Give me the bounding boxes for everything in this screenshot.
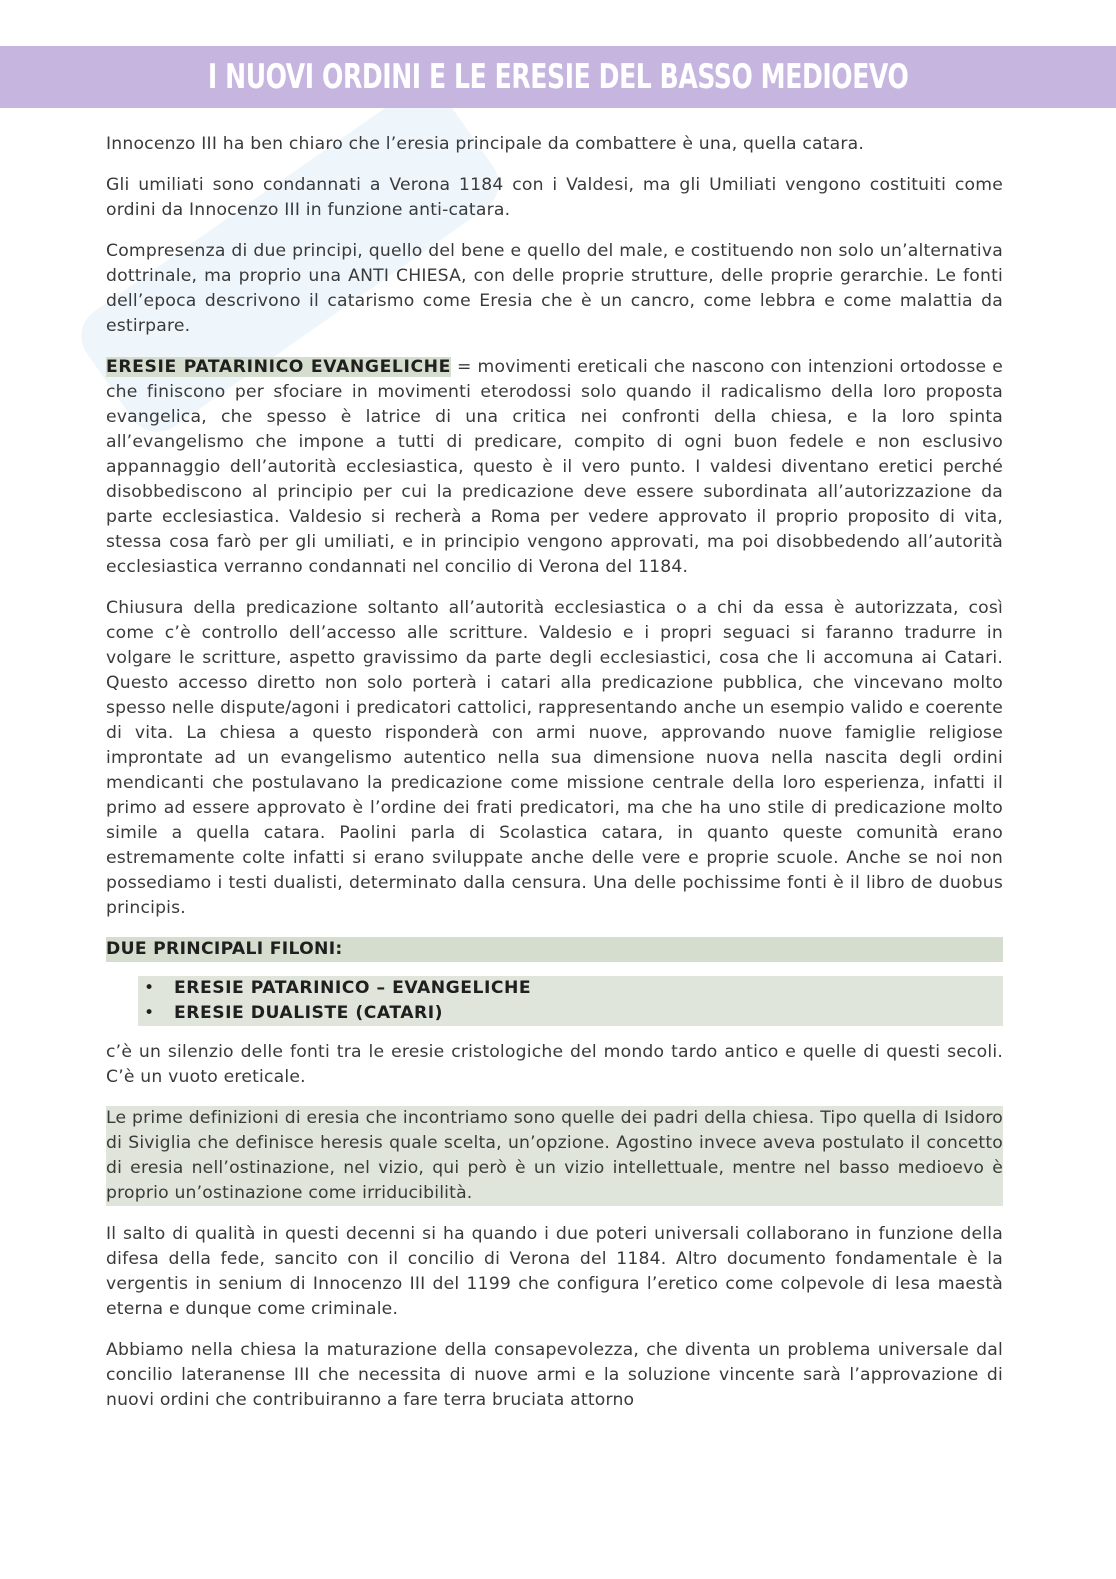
bullet-list <box>138 976 1003 1026</box>
page-title: I NUOVI ORDINI E LE ERESIE DEL BASSO MEDIOEVO <box>207 57 909 97</box>
document-body <box>106 132 1003 1429</box>
term-definition: = movimenti ereticali che nascono con intenzioni ortodosse e che finiscono per sfociare in movimenti eterodossi solo quando il radicalismo della loro proposta evangelica, che spesso è latrice di una critica nei confronti della chiesa, e la loro spinta all’evangelismo che impone a tutti di predicare, compito di ogni buon fedele e non esclusivo appannaggio dell’autorità ecclesiastica, questo è il vero punto. I valdesi diventano eretici perché disobbediscono al principio per cui la predicazione deve essere subordinata all’autorizzazione da parte ecclesiastica. Valdesio si recherà a Roma per vedere approvato il proprio proposito di vita, stessa cosa farò per gli umiliati, e in principio vengono approvati, ma poi disobbedendo all’autorità ecclesiastica verranno condannati nel concilio di Verona del 1184. <box>106 357 1004 577</box>
paragraph-1: Innocenzo III ha ben chiaro che l’eresia principale da combattere è una, quella catara. <box>106 134 865 154</box>
paragraph-5: Chiusura della predicazione soltanto all’autorità ecclesiastica o a chi da essa è autorizzata, così come c’è controllo dell’accesso alle scritture. Valdesio e i propri seguaci si faranno tradurre in volgare le scritture, aspetto gravissimo da parte degli ecclesiastici, cosa che li accomuna ai Catari. Questo accesso diretto non solo porterà i catari alla predicazione pubblica, che vincevano molto spesso nelle dispute/agoni i predicatori cattolici, rappresentando anche un esempio valido e coerente di vita. La chiesa a questo risponderà con armi nuove, approvando nuove famiglie religiose improntate ad un evangelismo autentico nella sua dimensione nuova nella nascita degli ordini mendicanti che postulavano la predicazione come missione centrale della loro esperienza, infatti il primo ad essere approvato è l’ordine dei frati predicatori, ma che ha uno stile di predicazione molto simile a quella catara. Paolini parla di Scolastica catara, in quanto queste comunità erano estremamente colte infatti si erano sviluppate anche delle vere e proprie scuole. Anche se noi non possediamo i testi dualisti, determinato dalla censura. Una delle pochissime fonti è il libro de duobus principis. <box>106 598 1003 918</box>
paragraph-8: Il salto di qualità in questi decenni si ha quando i due poteri universali collaborano in funzione della difesa della fede, sancito con il concilio di Verona del 1184. Altro documento fondamentale è la vergentis in senium di Innocenzo III del 1199 che configura l’eretico come colpevole di lesa maestà eterna e dunque come criminale. <box>106 1224 1003 1319</box>
title-banner <box>0 46 1116 108</box>
section-heading: DUE PRINCIPALI FILONI: <box>106 937 1003 962</box>
paragraph-3: Compresenza di due principi, quello del bene e quello del male, e costituendo non solo un’alternativa dottrinale, ma proprio una ANTI CHIESA, con delle proprie strutture, delle proprie gerarchie. Le fonti dell’epoca descrivono il catarismo come Eresia che è un cancro, come lebbra e come malattia da estirpare. <box>106 241 1003 336</box>
term-highlight: ERESIE PATARINICO EVANGELICHE <box>106 357 452 377</box>
paragraph-2: Gli umiliati sono condannati a Verona 1184 con i Valdesi, ma gli Umiliati vengono costituiti come ordini da Innocenzo III in funzione anti-catara. <box>106 175 1003 220</box>
paragraph-9: Abbiamo nella chiesa la maturazione della consapevolezza, che diventa un problema universale dal concilio lateranense III che necessita di nuove armi e la soluzione vincente sarà l’approvazione di nuovi ordini che contribuiranno a fare terra bruciata attorno <box>106 1340 1003 1410</box>
list-item: • ERESIE PATARINICO – EVANGELICHE <box>138 976 1003 1001</box>
paragraph-4 <box>106 355 1003 580</box>
paragraph-7: Le prime definizioni di eresia che incontriamo sono quelle dei padri della chiesa. Tipo quella di Isidoro di Siviglia che definisce heresis quale scelta, un’opzione. Agostino invece aveva postulato il concetto di eresia nell’ostinazione, nel vizio, qui però è un vizio intellettuale, mentre nel basso medioevo è proprio un’ostinazione come irriducibilità. <box>106 1106 1003 1206</box>
paragraph-6: c’è un silenzio delle fonti tra le eresie cristologiche del mondo tardo antico e quelle di questi secoli. C’è un vuoto ereticale. <box>106 1042 1003 1087</box>
list-item: • ERESIE DUALISTE (CATARI) <box>138 1001 1003 1026</box>
